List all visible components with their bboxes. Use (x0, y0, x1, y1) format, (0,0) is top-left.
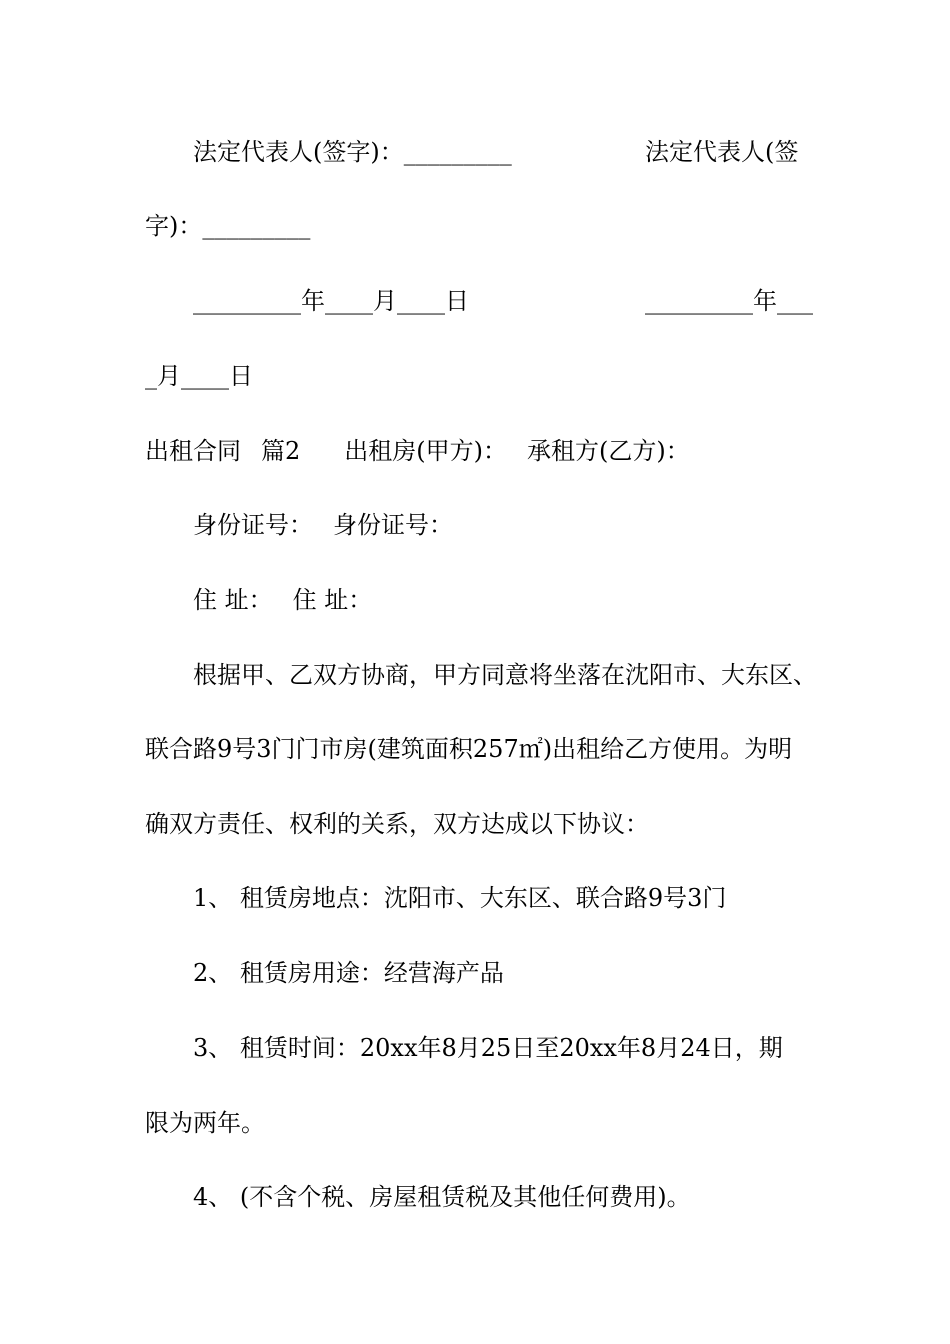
id-label-lessee: 身份证号： (333, 511, 453, 539)
contract-header-line (145, 436, 810, 466)
address-label-lessee: 住 址： (292, 586, 373, 614)
signature-right-date-line1: _________年___ (645, 287, 813, 315)
clause-1: 1、 租赁房地点：沈阳市、大东区、联合路9号3门 (193, 884, 727, 912)
contract-section: 篇2 (261, 437, 301, 465)
address-label-lessor: 住 址： (193, 586, 273, 614)
clause-3-line1: 3、 租赁时间：20xx年8月25日至20xx年8月24日，期 (193, 1034, 783, 1062)
clause-3-line2: 限为两年。 (145, 1109, 265, 1137)
contract-title: 出租合同 (145, 437, 241, 465)
signature-right-date-line2: _月____日 (145, 362, 253, 390)
signature-left-label: 法定代表人(签字)：_________ (193, 138, 512, 166)
signature-left-date: _________年____月____日 (193, 287, 469, 315)
id-label-lessor: 身份证号： (193, 511, 313, 539)
signature-right-label-line2: 字)：_________ (145, 212, 311, 240)
intro-paragraph-line2: 联合路9号3门门市房(建筑面积257㎡)出租给乙方使用。为明 (145, 735, 793, 763)
lessee-label: 承租方(乙方)： (527, 437, 690, 465)
clause-2: 2、 租赁房用途：经营海产品 (193, 959, 504, 987)
intro-paragraph-line1: 根据甲、乙双方协商，甲方同意将坐落在沈阳市、大东区、 (193, 661, 817, 689)
address-line (193, 585, 810, 615)
clause-4: 4、 (不含个税、房屋租赁税及其他任何费用)。 (193, 1183, 691, 1211)
id-number-line (193, 510, 810, 540)
intro-paragraph-line3: 确双方责任、权利的关系，双方达成以下协议： (145, 810, 649, 838)
lessor-label: 出租房(甲方)： (344, 437, 508, 465)
signature-right-label-line1: 法定代表人(签 (645, 138, 799, 166)
